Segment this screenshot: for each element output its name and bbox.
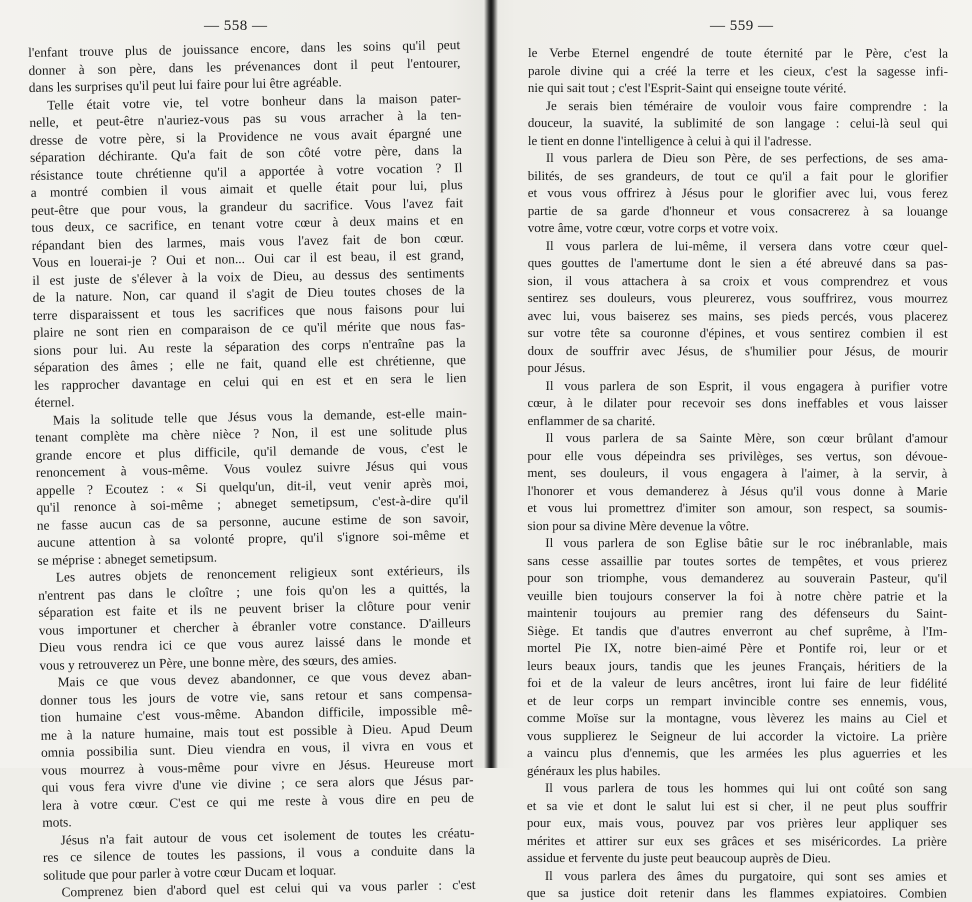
text-line: Siège. Et tandis que d'autres enverront au chef suprême, à l'Im-: [527, 622, 948, 639]
text-line: donner tous les jours de votre vie, sans retour et sans compensa-: [39, 684, 473, 708]
text-line: leurs beaux jours, tandis que les jeunes Français, héritiers de la: [527, 657, 948, 674]
text-line: l'honorer et vous demanderez à Jésus qu'il vous donne à Marie: [527, 482, 948, 499]
text-line: mérites et attirer sur eux ses grâces et ses miséricordes. La prière: [526, 832, 947, 849]
text-line: vous importuner et chercher à ébranler votre constance. D'ailleurs: [38, 614, 471, 638]
text-line: et vous vous offrirez à Jésus pour le glorifier avec lui, vous ferez: [527, 184, 948, 201]
text-line: avec lui, vous baiserez ses mains, ses pieds percés, vous placerez: [527, 307, 948, 324]
text-line: lera à votre cœur. C'est ce qui me reste à vous dire en peu de: [41, 789, 475, 813]
text-line: a montré combien il vous aimait et quelle était pour lui, plus: [30, 177, 463, 200]
text-line: Il vous parlera de son Esprit, il vous engagera à purifier votre: [545, 377, 948, 394]
text-line: et sa vie et dont le salut lui est si cher, il ne peut plus souffrir: [526, 797, 947, 814]
text-line: vous mourrez à vous-même pour vivre en Jésus. Heureuse mort: [41, 754, 474, 778]
text-line: sion pour sa divine Mère devenue la vôtre.: [527, 517, 749, 533]
text-line: Il vous parlera des âmes du purgatoire, qui sont ses amies et: [544, 867, 947, 884]
page-number-left: — 558 —: [204, 18, 268, 34]
text-line: Mais ce que vous devez abandonner, ce que vous devez aban-: [57, 666, 472, 690]
text-line: Comprenez bien d'abord quel est celui qui va vous parler : c'est: [61, 876, 476, 900]
text-line: donner à son père, dans les prévenances dont il peut l'entourer,: [28, 54, 461, 78]
text-line: mortel Pie IX, notre bien-aimé Père et Pontife roi, leur or et: [527, 639, 948, 656]
text-line: Il vous parlera de Dieu son Père, de ses perfections, de ses ama-: [545, 150, 948, 166]
text-line: douceur, la suavité, la sublimité de son langage : celui-là seul qui: [527, 114, 948, 131]
text-line: Il vous parlera de tous les hommes qui lui ont coûté son sang: [544, 780, 947, 796]
text-line: Vous en louerai-je ? Oui et non... Oui car il est beau, il est grand,: [31, 247, 465, 270]
text-line: comme Moïse sur la montagne, vous lèverez les mains au Ciel et: [527, 709, 948, 726]
text-line: sion, il vous attachera à sa croix et vous comprendrez et vous: [527, 272, 948, 289]
page-number-right: — 559 —: [710, 18, 774, 34]
text-line: omnia possibilia sunt. Dieu viendra en vous, il vivra en vous et: [40, 736, 474, 760]
text-line: de la nature. Non, car quand il s'agit de Dieu toutes choses de la: [32, 282, 465, 305]
text-line: plaire ne sont rien en comparaison de ce qu'il mérite que nous fas-: [33, 317, 466, 340]
text-line: sur votre tête sa couronne d'épines, et vous sentirez combien il est: [527, 324, 948, 341]
text-line: mots.: [42, 814, 72, 830]
text-line: a vaincu plus d'ennemis, que les armées les plus aguerries et les: [527, 744, 948, 761]
text-line: Il vous parlera de son Eglise bâtie sur le roc inébranlable, mais: [545, 535, 948, 551]
text-line: séparation est faite et ils ne peuvent briser la clôture pour venir: [38, 596, 471, 620]
text-line: res ce silence de toutes les passions, il vous a conduite dans la: [42, 841, 475, 865]
text-line: terre disparaissent et tous les sacrifices que nous faisons pour lui: [32, 299, 466, 323]
text-line: solitude que pour parler à votre cœur Ducam et loquar.: [43, 861, 337, 883]
text-line: ques gouttes de l'amertume dont le sien a été abreuvé dans sa pas-: [527, 254, 948, 271]
right-page: [526, 0, 948, 901]
text-line: qui vous fera vivre d'une vie divine ; ce sera alors que Jésus par-: [41, 771, 474, 795]
text-line: pour eux, mais vous, pouvez par vos prières leur appliquer ses: [526, 814, 947, 831]
text-line: peut-être que pour vous, la grandeur du sacrifice. Vous l'avez fait: [30, 194, 464, 218]
text-line: Je serais bien téméraire de vouloir vous faire comprendre : la: [545, 97, 948, 114]
text-line: sentirez ses douleurs, vous pleurerez, vous souffrirez, vous mourrez: [527, 289, 948, 306]
text-line: résistance toute chrétienne qu'il a apportée à votre vocation ? Il: [30, 159, 463, 183]
text-line: grande encore et plus difficile, qu'il demande de vous, c'est le: [35, 439, 468, 463]
text-line: dresse de votre père, si la Providence ne vous avait épargné une: [29, 124, 462, 148]
text-line: séparation déchirante. Qu'a fait de son côté votre père, dans la: [29, 142, 463, 165]
text-line: pour son triomphe, vous demanderez au souverain Pasteur, qu'il: [527, 569, 948, 586]
text-line: enflammer de sa charité.: [527, 412, 656, 428]
text-line: sans cesse assaillie par toutes sortes de tempêtes, et vous prierez: [527, 552, 948, 569]
text-line: appelle ? Ecoutez : « Si quelqu'un, dit-il, veut venir après moi,: [36, 474, 469, 498]
text-line: partie de sa garde d'honneur et vous consacrerez à sa louange: [527, 202, 948, 219]
text-line: n'entrent pas dans le cloître ; une fois qu'on les a quittés, la: [37, 579, 471, 603]
text-line: sions pour lui. Au reste la séparation des corps n'entraîne pas la: [33, 334, 466, 358]
text-line: renoncement à vous-même. Vous voulez suivre Jésus qui vous: [35, 457, 468, 480]
text-line: maintenir toujours au premier rang des défenseurs du Saint-: [527, 604, 948, 621]
text-line: les rapprocher davantage en celui qui en est et en sera le lien: [34, 369, 467, 393]
text-line: tenant complète ma chère nièce ? Non, il est une solitude plus: [35, 422, 468, 445]
text-line: éternel.: [34, 394, 75, 410]
text-line: bilités, de ses grandeurs, de tout ce qu'il a fait pour le glorifier: [527, 167, 948, 184]
text-line: pour Jésus.: [527, 359, 586, 376]
text-line: et de leur corps un rempart invincible contre ses ennemis, vous,: [527, 692, 948, 709]
text-line: ne fasse aucun cas de sa personne, aucune estime de son savoir,: [36, 509, 469, 533]
left-page: [28, 0, 476, 900]
right-page-text: [527, 44, 948, 902]
text-line: se méprise : abneget semetipsum.: [37, 549, 218, 568]
text-line: votre âme, votre cœur, votre corps et votre voix.: [527, 219, 779, 236]
text-line: Jésus n'a fait autour de vous cet isolement de toutes les créatu-: [60, 824, 475, 848]
text-line: vous supplierez le Seigneur de lui accorder la victoire. La prière: [527, 727, 948, 744]
text-line: pour elle vous dépeindra ses privilèges, ses vertus, son dévoue-: [527, 447, 948, 464]
text-line: veuille bien toujours conserver la foi à notre chère patrie et la: [527, 587, 948, 604]
text-line: il est juste de s'élever à la voix de Dieu, au dessus des sentiments: [32, 264, 465, 288]
text-line: vous y retrouverez un Père, une bonne mère, des sœurs, des amies.: [39, 650, 397, 673]
text-line: Dieu vous rendra ici ce que vous aurez laissé dans le monde et: [38, 631, 472, 655]
text-line: l'enfant trouve plus de jouissance encore, dans les soins qu'il peut: [28, 37, 461, 60]
text-line: tion humaine c'est vous-même. Abandon difficile, impossible mê-: [40, 701, 473, 725]
text-line: répandant bien des larmes, mais vous l'avez fait de bon cœur.: [31, 229, 464, 253]
text-line: ment, ses douleurs, il vous engagera à l'aimer, à la servir, à: [527, 464, 948, 481]
text-line: Il vous parlera de lui-même, il versera dans votre cœur quel-: [545, 237, 948, 254]
text-line: le Verbe Eternel engendré de toute éternité par le Père, c'est la: [527, 45, 948, 61]
left-page-text: [28, 36, 476, 901]
text-line: foi et de la valeur de leurs ancêtres, iront lui faire de leur fidélité: [527, 674, 948, 691]
text-line: que sa justice doit retenir dans les flammes expiatoires. Combien: [526, 884, 947, 901]
text-line: qu'il renonce à soi-même ; abneget semetipsum, c'est-à-dire qu'il: [36, 492, 469, 515]
text-line: nelle, et peut-être n'auriez-vous pas su vous arracher à la ten-: [29, 107, 462, 130]
text-line: cœur, à le dilater pour recevoir ses dons ineffables et vous laisser: [527, 394, 948, 411]
text-line: dans les surprises qu'il peut lui faire pour lui être agréable.: [28, 74, 342, 95]
text-line: assidue et fervente du juste peut beaucoup auprès de Dieu.: [526, 849, 831, 866]
text-line: tous deux, ce sacrifice, en tenant votre cœur à deux mains et en: [31, 212, 464, 235]
text-line: Les autres objets de renoncement religieux sont extérieurs, ils: [55, 561, 470, 585]
text-line: Mais la solitude telle que Jésus vous la demande, est-elle main-: [52, 404, 467, 428]
text-line: séparation des âmes ; elle ne fait, quand elle est chrétienne, que: [33, 352, 466, 375]
text-line: doux de souffrir avec Jésus, de s'humilier pour Jésus, de mourir: [527, 342, 948, 359]
text-line: nie qui sait tout ; c'est l'Esprit-Saint qui enseigne toute vérité.: [527, 79, 847, 96]
text-line: parole divine qui a créé la terre et les cieux, c'est la sagesse infi-: [527, 62, 948, 79]
book-gutter: [484, 0, 498, 768]
text-line: le tient en donne l'intelligence à celui à qui il l'adresse.: [527, 132, 812, 148]
text-line: et vous lui promettrez d'imiter son amour, son respect, sa soumis-: [527, 499, 948, 516]
text-line: me à la nature humaine, mais tout est possible à Dieu. Apud Deum: [40, 719, 473, 743]
text-line: Il vous parlera de sa Sainte Mère, son cœur brûlant d'amour: [545, 430, 948, 446]
text-line: généraux les plus habiles.: [526, 762, 661, 778]
text-line: Telle était votre vie, tel votre bonheur dans la maison pater-: [46, 89, 462, 113]
text-line: aucune attention à sa volonté propre, qu'il s'ignore soi-même et: [36, 527, 470, 550]
